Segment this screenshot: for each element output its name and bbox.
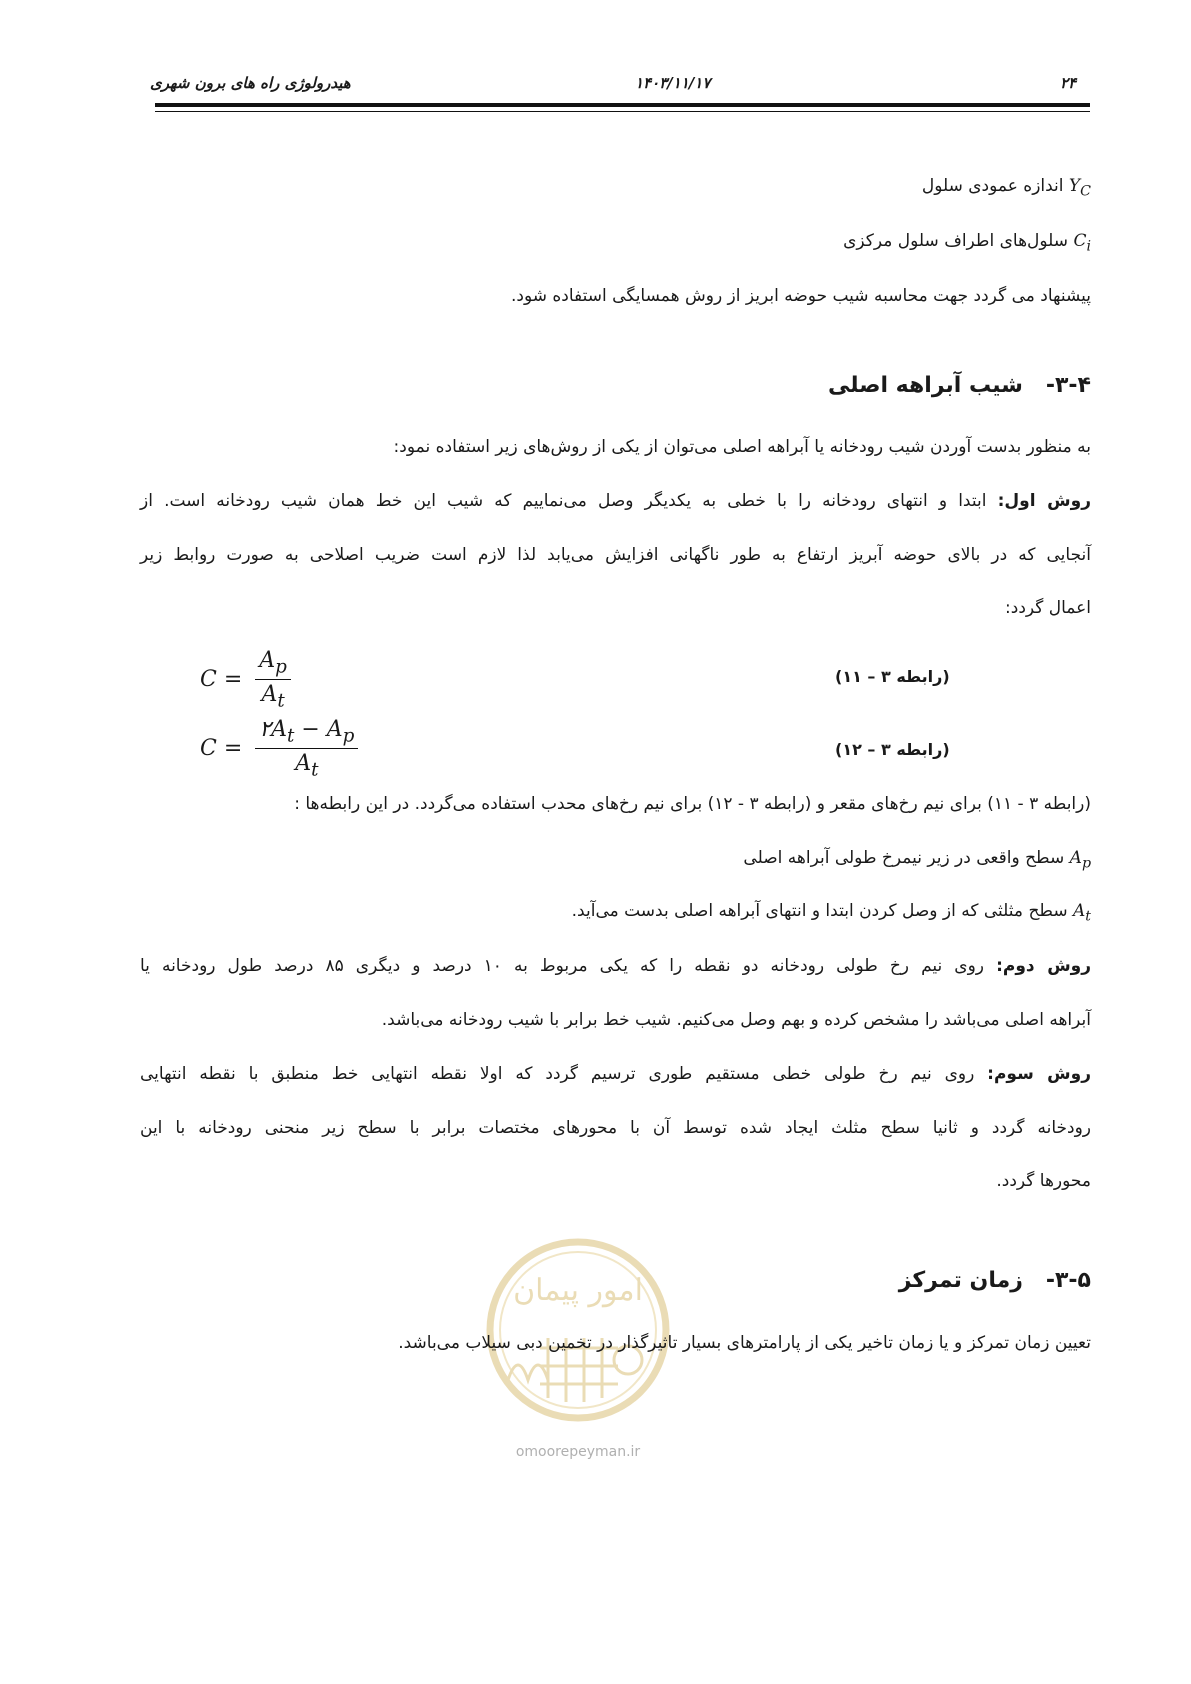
section2-text: تعیین زمان تمرکز و یا زمان تاخیر یکی از پارامترهای بسیار تاثیرگذار در تخمین دبی سیلاب می‌باشد. xyxy=(398,1333,1091,1353)
method3-line1 xyxy=(140,1064,1091,1084)
definition-ap-text: سطح واقعی در زیر نیمرخ طولی آبراهه اصلی xyxy=(743,848,1065,868)
method2-line2: آبراهه اصلی می‌باشد را مشخص کرده و بهم وصل می‌کنیم. شیب خط برابر با شیب رودخانه می‌باشد. xyxy=(381,1010,1091,1030)
definition-ci xyxy=(843,231,1091,254)
header-rule-thin xyxy=(155,111,1090,112)
method2-line1 xyxy=(140,956,1091,976)
definition-ap xyxy=(743,848,1091,871)
equation-lhs: C = xyxy=(200,666,243,692)
section-heading-3-5 xyxy=(899,1268,1091,1293)
fraction xyxy=(255,717,358,781)
running-header-title: هیدرولوژی راه های برون شهری xyxy=(150,74,351,92)
fraction-denominator: $A_t$ xyxy=(261,682,285,712)
definition-at-text: سطح مثلثی که از وصل کردن ابتدا و انتهای آبراهه اصلی بدست می‌آید. xyxy=(571,901,1068,921)
equation-3-12 xyxy=(200,717,358,781)
section-number: ۳-۴- xyxy=(1045,373,1091,398)
method1-line1 xyxy=(140,491,1091,511)
page-number: ۲۴ xyxy=(1060,74,1077,92)
equation-label-3-12: (رابطه ۳ – ۱۲) xyxy=(835,740,950,759)
symbol-ap: $A_p$ xyxy=(1069,848,1091,872)
method1-label: روش اول: xyxy=(997,491,1091,511)
method2-text1: روی نیم رخ طولی رودخانه دو نقطه را که یکی مربوط به ۱۰ درصد و دیگری ۸۵ درصد طول رودخانه یا xyxy=(140,956,985,976)
method3-line2: رودخانه گردد و ثانیا سطح مثلث ایجاد شده توسط آن با محورهای مختصات برابر با سطح زیر منحنی رودخانه با این xyxy=(140,1118,1091,1138)
method1-line3: اعمال گردد: xyxy=(1005,598,1091,618)
fraction-denominator: $A_t$ xyxy=(295,751,319,781)
method1-text1: ابتدا و انتهای رودخانه را با خطی به یکدیگر وصل می‌نماییم که شیب این خط همان شیب رودخانه است. از xyxy=(140,491,987,511)
fraction-numerator: $A_p$ xyxy=(255,648,291,680)
section-title: شیب آبراهه اصلی xyxy=(827,373,1023,398)
equation-note: (رابطه ۳ - ۱۱) برای نیم رخ‌های مقعر و (رابطه ۳ - ۱۲) برای نیم رخ‌های محدب استفاده می‌گردد. در این رابطه‌ها : xyxy=(294,794,1091,814)
header-rule-thick xyxy=(155,103,1090,107)
fraction-numerator: $۲A_t - A_p$ xyxy=(255,717,358,749)
equation-label-3-11: (رابطه ۳ – ۱۱) xyxy=(835,667,950,686)
watermark-url: omoorepeyman.ir xyxy=(515,1444,641,1460)
definition-yc xyxy=(922,176,1091,199)
watermark-logo-text: امور پیمان xyxy=(513,1273,643,1308)
suggestion-text: پیشنهاد می گردد جهت محاسبه شیب حوضه ابریز از روش همسایگی استفاده شود. xyxy=(510,286,1091,306)
running-header-date: ۱۴۰۳/۱۱/۱۷ xyxy=(635,74,711,92)
method3-line3: محورها گردد. xyxy=(996,1171,1091,1191)
section-intro: به منظور بدست آوردن شیب رودخانه یا آبراهه اصلی می‌توان از یکی از روش‌های زیر استفاده نمود: xyxy=(393,437,1091,457)
definition-at xyxy=(572,901,1091,924)
method3-text1: روی نیم رخ طولی خطی مستقیم طوری ترسیم گردد که اولا نقطه انتهایی خط منطبق با نقطه انتهایی xyxy=(140,1064,975,1084)
method3-label: روش سوم: xyxy=(987,1064,1091,1084)
fraction xyxy=(255,648,291,712)
section-number: ۳-۵- xyxy=(1045,1268,1091,1293)
section-heading-3-4 xyxy=(828,373,1091,398)
definition-yc-text: اندازه عمودی سلول xyxy=(921,176,1064,196)
symbol-ci: $C_i$ xyxy=(1073,231,1091,255)
symbol-yc: $Y_C$ xyxy=(1068,176,1091,200)
method1-line2: آنجایی که در بالای حوضه آبریز ارتفاع به طور ناگهانی افزایش می‌یابد لذا لازم است ضریب اصلاحی به صورت روابط زیر xyxy=(140,545,1091,565)
definition-ci-text: سلول‌های اطراف سلول مرکزی xyxy=(843,231,1069,251)
symbol-at: $A_t$ xyxy=(1073,901,1091,925)
equation-lhs: C = xyxy=(200,735,243,761)
method2-label: روش دوم: xyxy=(996,956,1092,976)
section-title: زمان تمرکز xyxy=(898,1268,1023,1293)
equation-3-11 xyxy=(200,648,291,712)
